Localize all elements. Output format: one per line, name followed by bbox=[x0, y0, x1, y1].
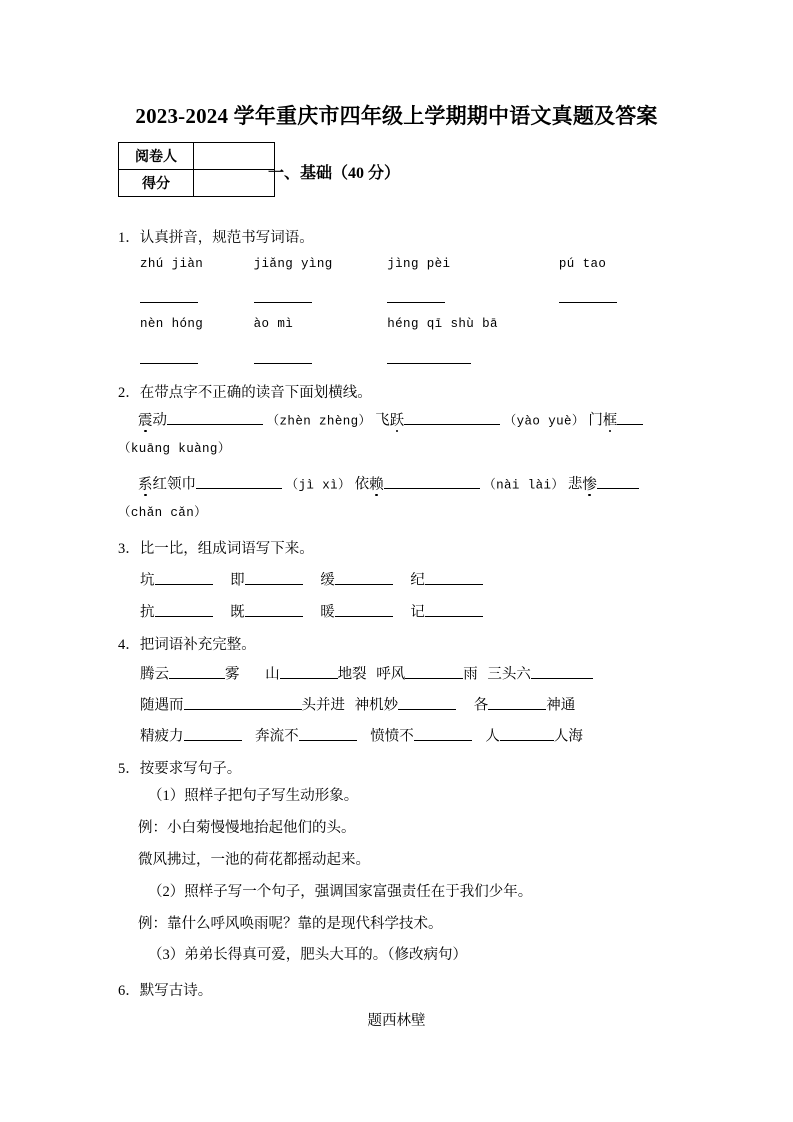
choice-options: （chǎn cǎn） bbox=[118, 506, 208, 520]
question-5-sentence-1: 微风拂过，一池的荷花都摇动起来。 bbox=[138, 852, 370, 868]
question-5-sub-3: （3）弟弟长得真可爱，肥头大耳的。（修改病句） bbox=[148, 947, 467, 963]
dotted-char: 跃 bbox=[389, 412, 405, 429]
idiom-part: 腾云 bbox=[140, 666, 169, 683]
answer-blank[interactable] bbox=[405, 663, 463, 679]
char-label: 坑 bbox=[140, 572, 155, 589]
question-6-prompt bbox=[118, 979, 212, 1000]
answer-blank[interactable] bbox=[169, 663, 225, 679]
question-3-row-2 bbox=[140, 601, 483, 620]
answer-blank[interactable] bbox=[184, 725, 242, 741]
char-label: 暖 bbox=[320, 604, 335, 621]
idiom-part: 神机妙 bbox=[354, 697, 399, 714]
question-2-line-1-tail bbox=[118, 441, 231, 456]
question-2-number: 2． bbox=[118, 385, 140, 401]
idiom-part: 呼风 bbox=[376, 666, 406, 683]
choice-options: （kuāng kuàng） bbox=[118, 442, 231, 456]
answer-blank[interactable] bbox=[254, 287, 312, 303]
answer-blank[interactable] bbox=[335, 601, 393, 617]
answer-blank[interactable] bbox=[184, 694, 302, 710]
idiom-part: 神通 bbox=[546, 697, 576, 714]
question-1-number: 1． bbox=[118, 230, 140, 246]
answer-blank[interactable] bbox=[384, 473, 480, 489]
idiom-part: 随遇而 bbox=[140, 697, 184, 714]
question-1-text: 认真拼音，规范书写词语。 bbox=[139, 230, 314, 246]
question-1-prompt bbox=[118, 226, 314, 247]
question-3-row-1 bbox=[140, 569, 483, 588]
answer-blank[interactable] bbox=[500, 725, 554, 741]
char-label: 记 bbox=[410, 604, 425, 621]
poem-title: 题西林壁 bbox=[367, 1013, 426, 1029]
question-3-text: 比一比，组成词语写下来。 bbox=[139, 541, 314, 557]
score-value[interactable] bbox=[194, 170, 275, 197]
idiom-part: 人海 bbox=[553, 728, 583, 745]
dotted-char: 系 bbox=[138, 476, 153, 493]
question-4-number: 4． bbox=[118, 637, 140, 653]
question-4-prompt bbox=[118, 633, 256, 654]
idiom-part: 雨 bbox=[463, 666, 478, 683]
answer-blank[interactable] bbox=[245, 569, 303, 585]
dotted-char: 惨 bbox=[582, 476, 597, 493]
answer-blank[interactable] bbox=[245, 601, 303, 617]
question-1-pinyin-row-1 bbox=[140, 256, 659, 271]
question-5-number: 5． bbox=[118, 761, 140, 777]
score-label: 得分 bbox=[119, 170, 194, 197]
answer-blank[interactable] bbox=[531, 663, 593, 679]
answer-blank[interactable] bbox=[425, 601, 483, 617]
answer-blank[interactable] bbox=[488, 694, 546, 710]
char-label: 抗 bbox=[140, 604, 155, 621]
question-1-answer-row-1 bbox=[140, 287, 617, 306]
char-label: 即 bbox=[230, 572, 245, 589]
pinyin-cell: ào mì bbox=[253, 317, 294, 331]
question-1-pinyin-row-2 bbox=[140, 316, 567, 331]
question-5-prompt bbox=[118, 757, 241, 778]
question-5-text: 按要求写句子。 bbox=[139, 761, 242, 777]
question-2-line-2-tail bbox=[118, 505, 207, 520]
idiom-part: 山 bbox=[265, 666, 280, 683]
question-2-text: 在带点字不正确的读音下面划横线。 bbox=[139, 385, 372, 401]
answer-blank[interactable] bbox=[280, 663, 338, 679]
idiom-part: 奔流不 bbox=[255, 728, 299, 745]
table-row bbox=[119, 170, 275, 197]
answer-blank[interactable] bbox=[335, 569, 393, 585]
dotted-char: 框 bbox=[602, 412, 618, 429]
pinyin-cell: jìng pèi bbox=[387, 257, 451, 271]
idiom-part: 人 bbox=[485, 728, 500, 745]
answer-blank[interactable] bbox=[254, 348, 312, 364]
choice-options: （jì xì） bbox=[285, 478, 351, 493]
pinyin-cell: héng qī shù bā bbox=[387, 317, 498, 331]
reviewer-value[interactable] bbox=[194, 143, 275, 170]
score-table bbox=[118, 142, 275, 197]
idiom-part: 地裂 bbox=[337, 666, 367, 683]
page-title: 2023-2024 学年重庆市四年级上学期期中语文真题及答案 bbox=[135, 104, 658, 128]
question-2-line-2: 系红领巾 （jì xì） 依赖 （nài lài） 悲惨 bbox=[138, 473, 639, 492]
choice-options: （yào yuè） bbox=[503, 414, 585, 429]
char-label: 缓 bbox=[320, 572, 335, 589]
answer-blank[interactable] bbox=[404, 409, 500, 425]
question-5-example-1: 例：小白菊慢慢地抬起他们的头。 bbox=[138, 820, 356, 836]
pinyin-cell: jiǎng yìng bbox=[253, 257, 333, 271]
question-3-prompt bbox=[118, 537, 314, 558]
answer-blank[interactable] bbox=[617, 409, 643, 425]
dotted-char: 震 bbox=[138, 412, 153, 429]
question-6-number: 6． bbox=[118, 983, 140, 999]
question-5-sub-1: （1）照样子把句子写生动形象。 bbox=[148, 788, 359, 804]
question-4-line-2 bbox=[140, 694, 575, 713]
char-label: 既 bbox=[230, 604, 245, 621]
table-row bbox=[119, 143, 275, 170]
answer-blank[interactable] bbox=[559, 287, 617, 303]
answer-blank[interactable] bbox=[387, 287, 445, 303]
idiom-part: 愤愤不 bbox=[370, 728, 414, 745]
choice-options: （zhèn zhèng） bbox=[266, 414, 372, 429]
pinyin-cell: zhú jiàn bbox=[140, 257, 204, 271]
answer-blank[interactable] bbox=[140, 287, 198, 303]
answer-blank[interactable] bbox=[414, 725, 472, 741]
answer-blank[interactable] bbox=[597, 473, 639, 489]
question-5-example-2: 例：靠什么呼风唤雨呢？靠的是现代科学技术。 bbox=[138, 916, 443, 932]
question-3-number: 3． bbox=[118, 541, 140, 557]
char-label: 纪 bbox=[410, 572, 425, 589]
idiom-part: 雾 bbox=[225, 666, 240, 683]
answer-blank[interactable] bbox=[299, 725, 357, 741]
answer-blank[interactable] bbox=[140, 348, 198, 364]
question-2-prompt bbox=[118, 381, 372, 402]
pinyin-cell: pú tao bbox=[558, 257, 607, 271]
pinyin-cell: nèn hóng bbox=[140, 317, 204, 331]
question-4-line-3 bbox=[140, 725, 583, 744]
question-5-sub-2: （2）照样子写一个句子，强调国家富强责任在于我们少年。 bbox=[148, 884, 533, 900]
question-1-answer-row-2 bbox=[140, 348, 471, 367]
question-6-text: 默写古诗。 bbox=[139, 983, 213, 999]
answer-blank[interactable] bbox=[425, 569, 483, 585]
answer-blank[interactable] bbox=[155, 569, 213, 585]
idiom-part: 三头六 bbox=[487, 666, 531, 683]
question-4-line-1 bbox=[140, 663, 593, 682]
answer-blank[interactable] bbox=[398, 694, 456, 710]
question-4-text: 把词语补充完整。 bbox=[139, 637, 256, 653]
answer-blank[interactable] bbox=[196, 473, 282, 489]
choice-options: （nài lài） bbox=[483, 478, 565, 493]
idiom-part: 各 bbox=[473, 697, 489, 714]
idiom-part: 头并进 bbox=[301, 697, 345, 714]
dotted-char: 赖 bbox=[369, 476, 384, 493]
reviewer-label: 阅卷人 bbox=[119, 143, 194, 170]
question-2-line-1: 震动 （zhèn zhèng） 飞跃 （yào yuè） 门框 bbox=[138, 409, 643, 428]
answer-blank[interactable] bbox=[167, 409, 263, 425]
answer-blank[interactable] bbox=[155, 601, 213, 617]
section-heading: 一、基础（40 分） bbox=[268, 165, 401, 182]
idiom-part: 精疲力 bbox=[140, 728, 184, 745]
answer-blank[interactable] bbox=[387, 348, 471, 364]
